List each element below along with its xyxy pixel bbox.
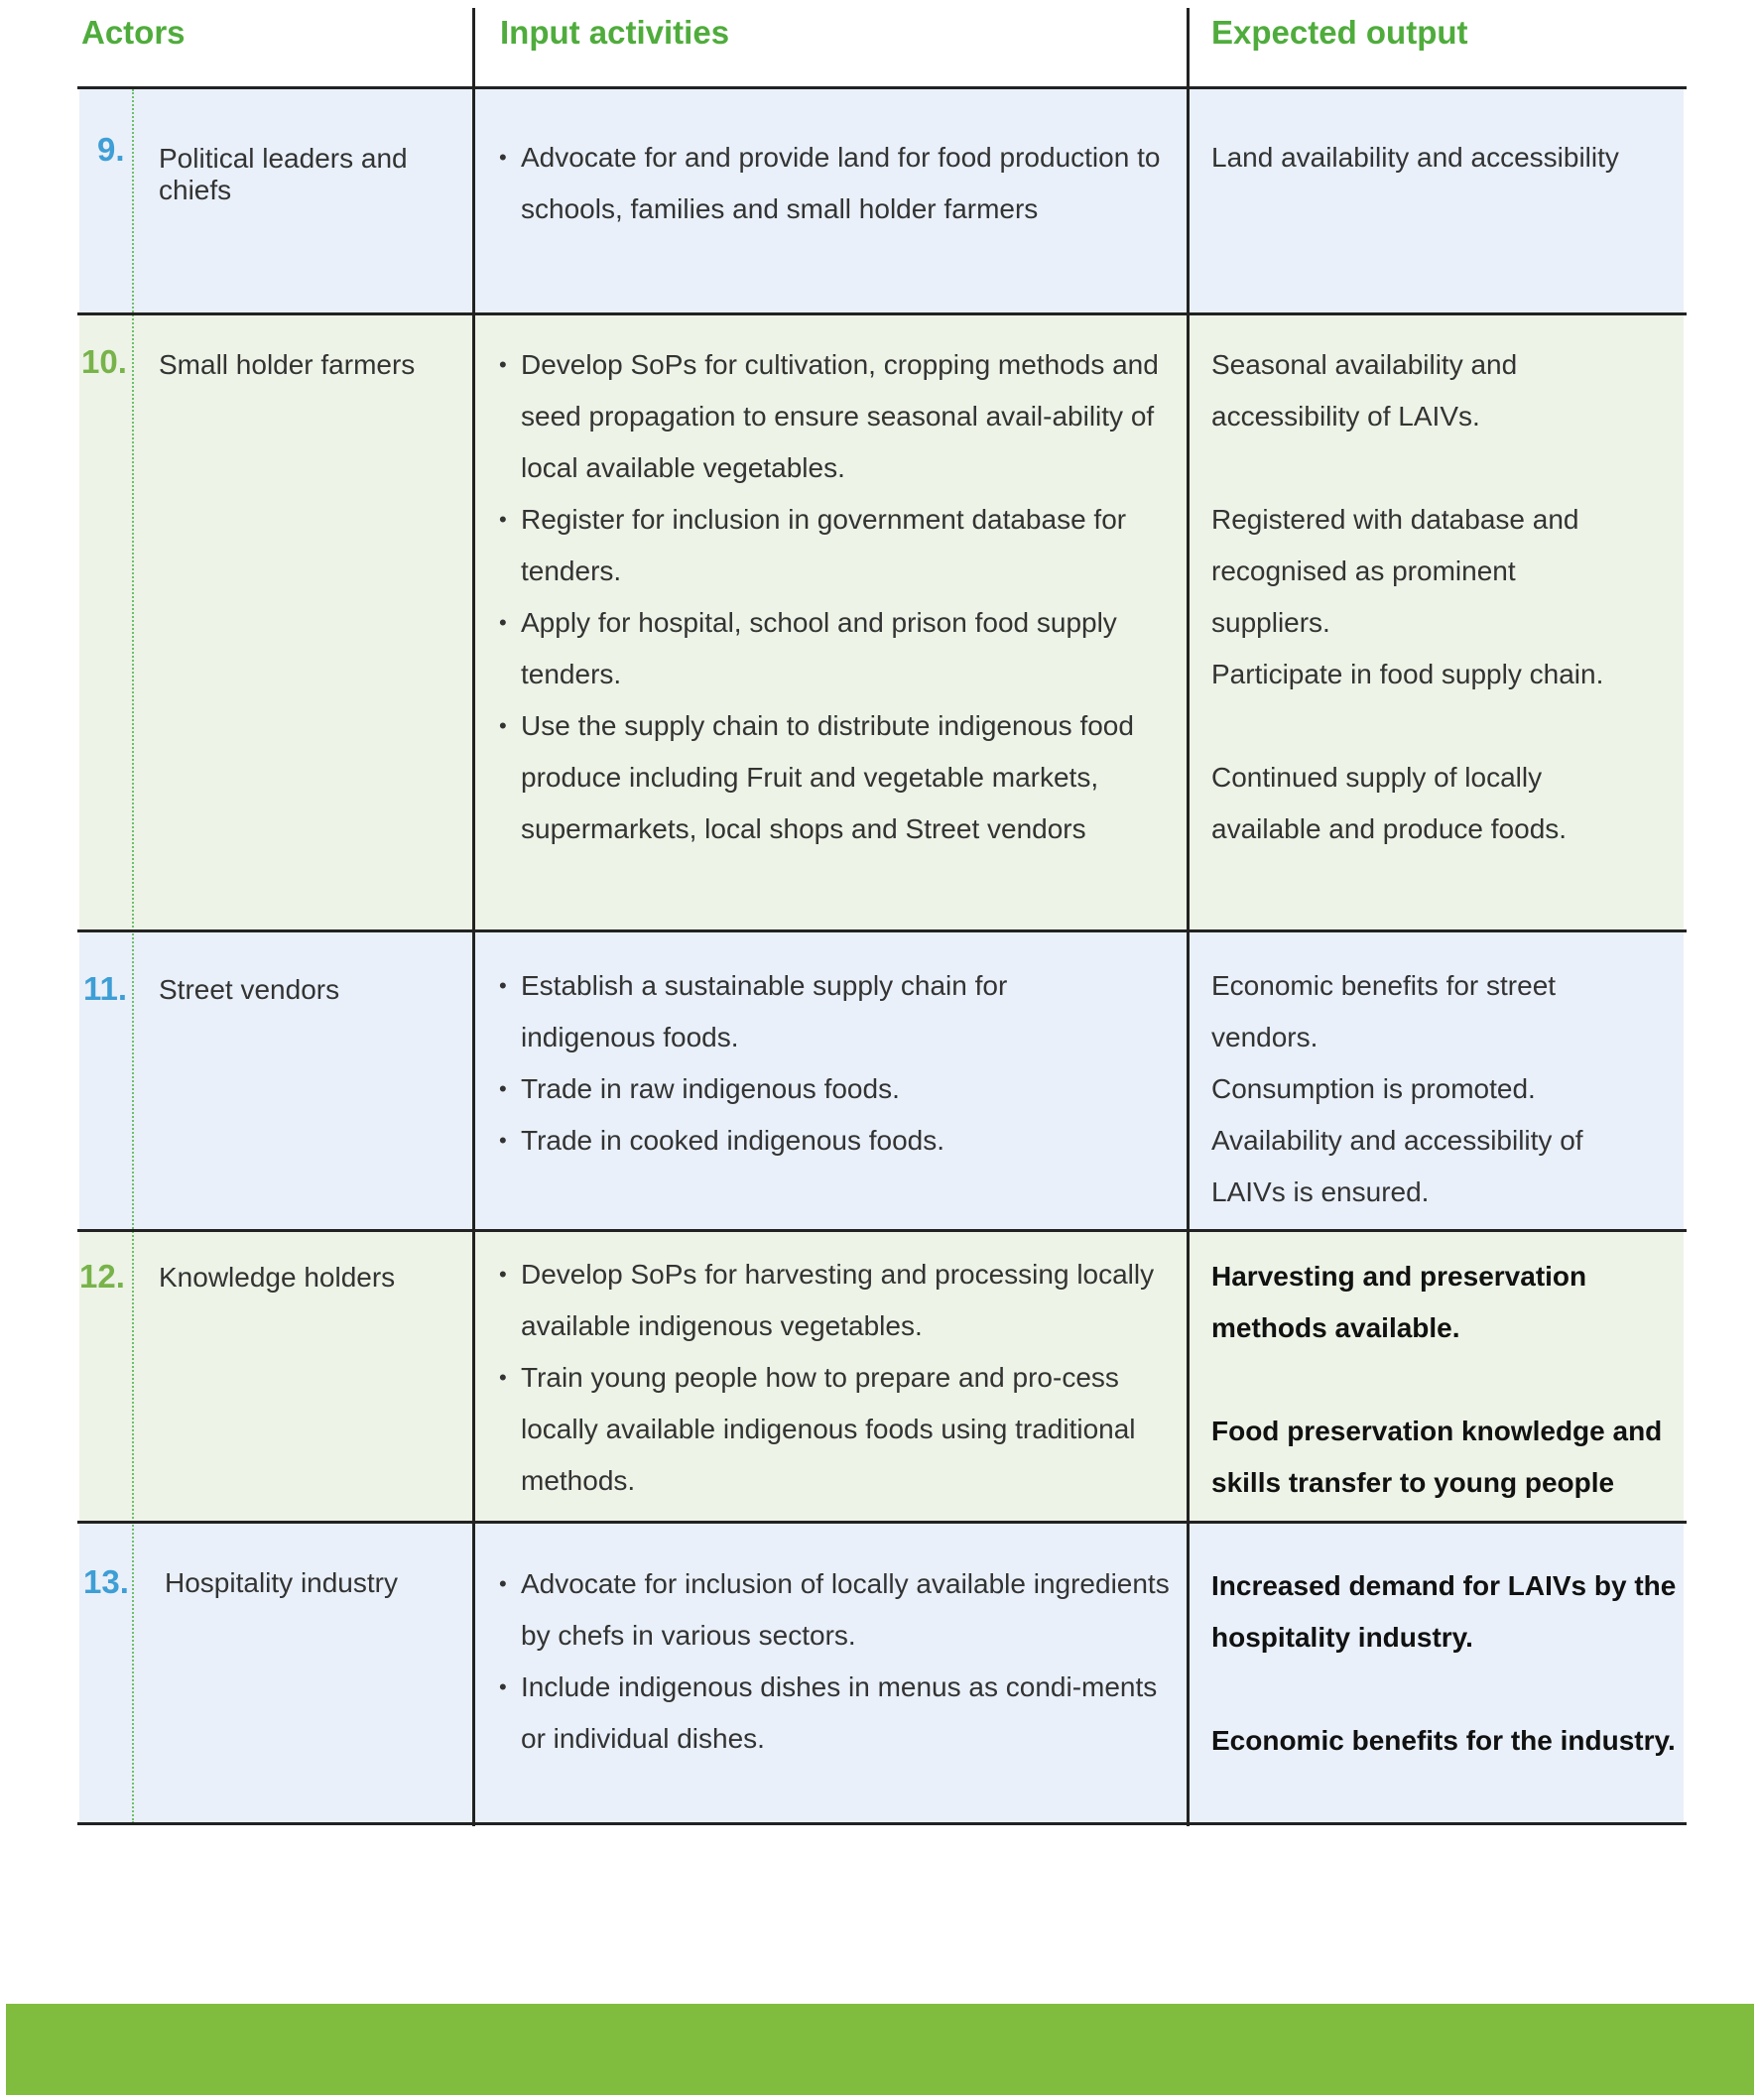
activities-list bbox=[499, 1249, 1184, 1507]
row-divider bbox=[77, 312, 1687, 315]
expected-output bbox=[1211, 132, 1697, 184]
output-spacer bbox=[1211, 700, 1648, 752]
activity-item: • Use the supply chain to distribute indigenous food produce including Fruit and vegetable markets, supermarkets, local shops and Street vendors bbox=[499, 700, 1184, 855]
output-line: Continued supply of locally available and produce foods. bbox=[1211, 762, 1568, 844]
table-header bbox=[0, 0, 1758, 87]
activity-item: • Advocate for inclusion of locally available ingredients by chefs in various sectors. bbox=[499, 1558, 1184, 1662]
column-divider bbox=[472, 8, 475, 1826]
row-divider bbox=[77, 1229, 1687, 1232]
row-number: 9. bbox=[97, 131, 125, 168]
activities-list bbox=[499, 960, 1184, 1167]
activities-list bbox=[499, 132, 1184, 235]
row-divider bbox=[77, 1822, 1687, 1825]
activities-list bbox=[499, 1558, 1184, 1765]
actor-name: Small holder farmers bbox=[159, 349, 416, 380]
actor-name: Hospitality industry bbox=[165, 1567, 398, 1598]
dotted-guide-line bbox=[132, 89, 134, 1823]
activities-list bbox=[499, 339, 1184, 855]
output-line: Economic benefits for the industry. bbox=[1211, 1725, 1676, 1756]
output-line: Food preservation knowledge and skills transfer to young people bbox=[1211, 1416, 1663, 1498]
output-line: Consumption is promoted. bbox=[1211, 1073, 1536, 1104]
activity-item: • Register for inclusion in government database for tenders. bbox=[499, 494, 1184, 597]
output-line: Participate in food supply chain. bbox=[1211, 659, 1604, 689]
actor-name: Knowledge holders bbox=[159, 1262, 396, 1293]
row-divider bbox=[77, 1521, 1687, 1524]
expected-output bbox=[1211, 960, 1628, 1218]
output-line: Economic benefits for street vendors. bbox=[1211, 970, 1557, 1052]
header-actors: Actors bbox=[81, 14, 186, 51]
output-line: Availability and accessibility of LAIVs is ensured. bbox=[1211, 1125, 1583, 1207]
output-line: Seasonal availability and accessibility of LAIVs. bbox=[1211, 349, 1518, 432]
activity-item: • Establish a sustainable supply chain for indigenous foods. bbox=[499, 960, 1076, 1063]
activity-item: • Develop SoPs for harvesting and processing locally available indigenous vegetables. bbox=[499, 1249, 1184, 1352]
actor-name: Political leaders and chiefs bbox=[159, 143, 408, 205]
output-line: Increased demand for LAIVs by the hospitality industry. bbox=[1211, 1570, 1677, 1653]
row-divider bbox=[77, 86, 1687, 89]
expected-output bbox=[1211, 1560, 1697, 1767]
actor-name: Street vendors bbox=[159, 974, 340, 1005]
activity-item: • Include indigenous dishes in menus as condi-ments or individual dishes. bbox=[499, 1662, 1184, 1765]
row-number: 10. bbox=[81, 343, 127, 380]
footer-band bbox=[6, 2004, 1754, 2095]
header-expected-output: Expected output bbox=[1211, 14, 1468, 51]
output-spacer bbox=[1211, 442, 1648, 494]
activity-item: • Advocate for and provide land for food production to schools, families and small holder farmers bbox=[499, 132, 1184, 235]
output-line: Land availability and accessibility bbox=[1211, 142, 1619, 173]
activity-item: • Trade in raw indigenous foods. bbox=[499, 1063, 1184, 1115]
output-spacer bbox=[1211, 1664, 1697, 1715]
expected-output bbox=[1211, 339, 1648, 855]
row-number: 11. bbox=[83, 970, 128, 1007]
activity-item: • Train young people how to prepare and pro-cess locally available indigenous foods using traditional methods. bbox=[499, 1352, 1184, 1507]
output-line: Harvesting and preservation methods available. bbox=[1211, 1261, 1587, 1343]
header-input-activities: Input activities bbox=[500, 14, 730, 51]
output-line: Registered with database and recognised as prominent suppliers. bbox=[1211, 504, 1579, 638]
row-number: 13. bbox=[83, 1563, 129, 1600]
activity-item: • Trade in cooked indigenous foods. bbox=[499, 1115, 1184, 1167]
column-divider bbox=[1187, 8, 1190, 1826]
activity-item: • Develop SoPs for cultivation, cropping methods and seed propagation to ensure seasonal avail-ability of local available vegetables. bbox=[499, 339, 1184, 494]
output-spacer bbox=[1211, 1354, 1697, 1406]
activity-item: • Apply for hospital, school and prison food supply tenders. bbox=[499, 597, 1184, 700]
expected-output bbox=[1211, 1251, 1697, 1509]
row-number: 12. bbox=[79, 1258, 125, 1295]
row-divider bbox=[77, 929, 1687, 932]
